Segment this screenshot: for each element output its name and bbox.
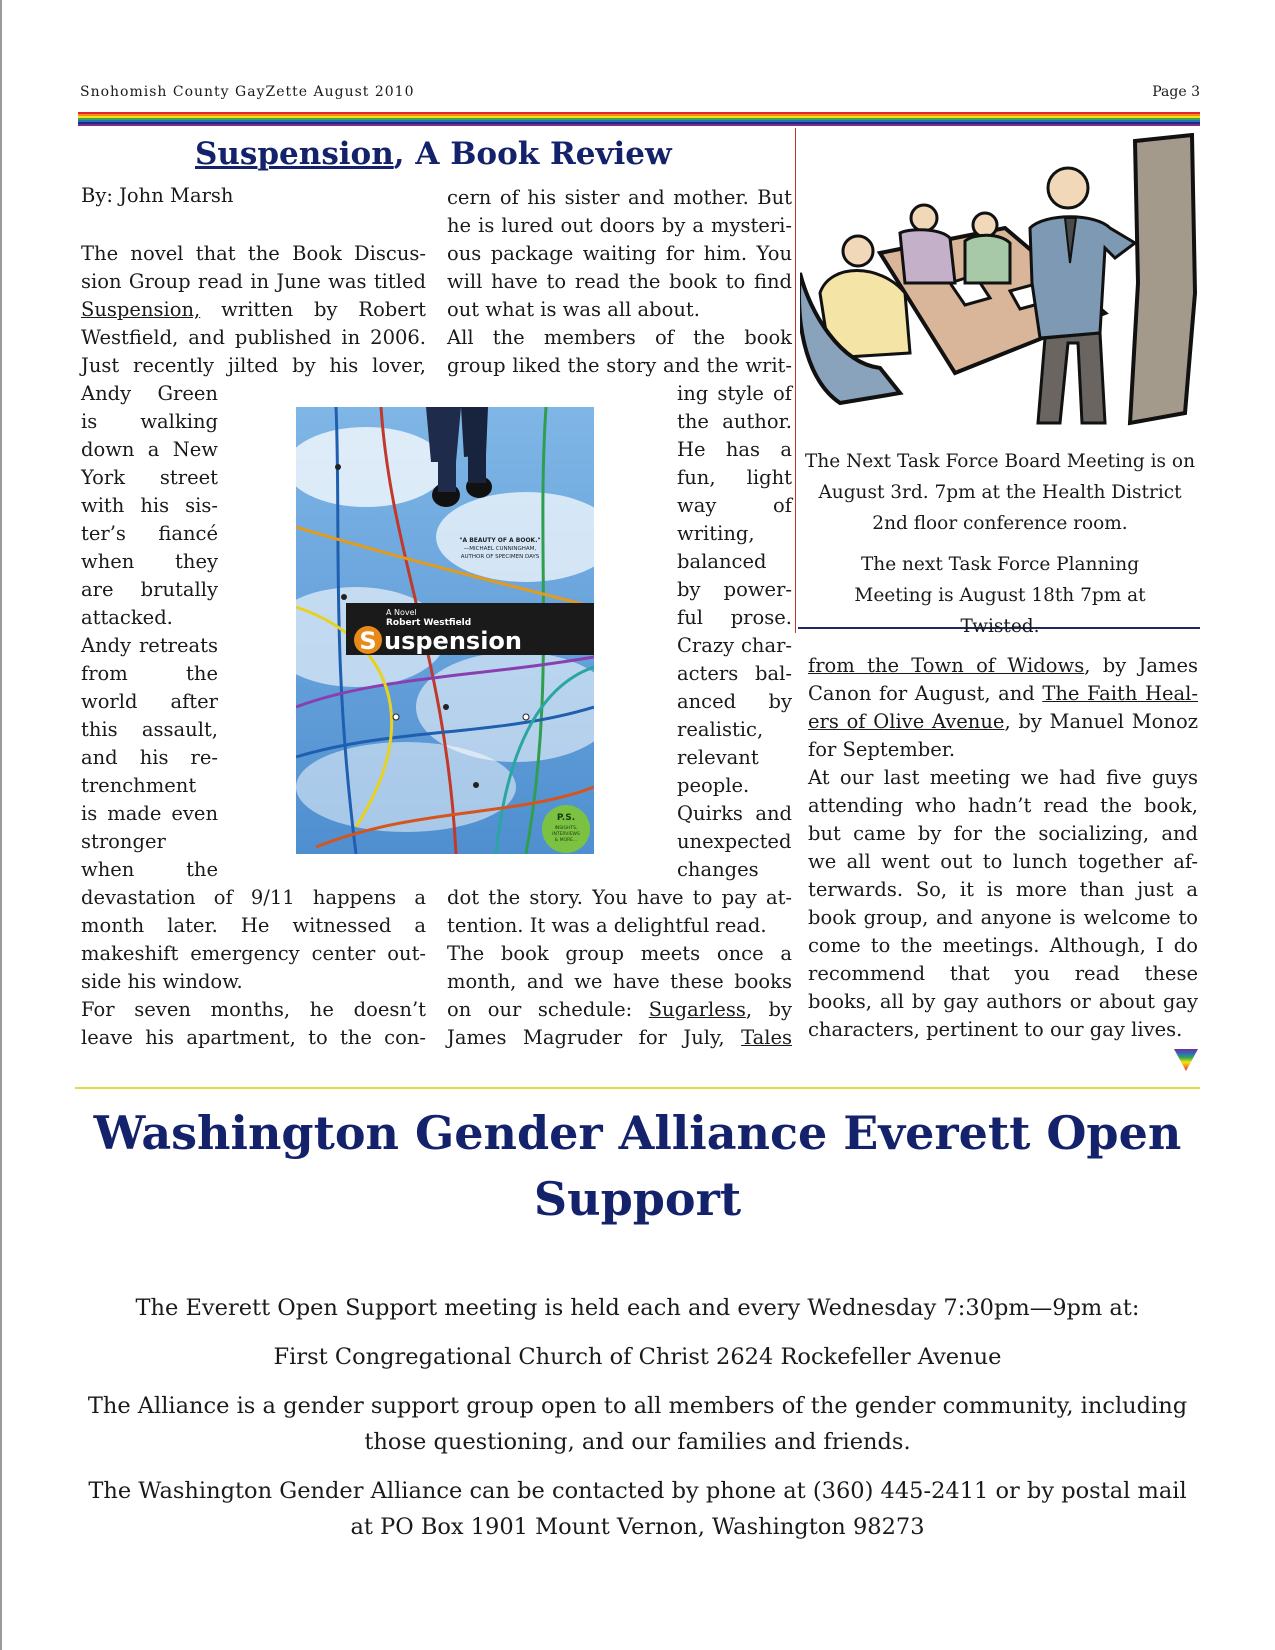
text-line: devastation of 9/11 happens a	[81, 886, 426, 909]
text-line: For seven months, he doesn’t	[81, 998, 426, 1021]
column-1-narrow	[81, 380, 218, 884]
cover-ps-line: & MORE...	[554, 838, 578, 843]
text-line: when the	[81, 858, 218, 881]
cover-blurb-author: —MICHAEL CUNNINGHAM,	[463, 546, 537, 552]
cover-author: Robert Westfield	[386, 618, 472, 628]
text-line: James Magruder for July, Tales	[447, 1026, 792, 1049]
text-line: book group, and anyone is welcome to	[808, 906, 1198, 929]
book-link-faith-healers: The Faith Heal-	[1042, 682, 1198, 705]
text-line: dot the story. You have to pay at-	[447, 886, 792, 909]
cover-ps-title: P.S.	[556, 813, 576, 823]
text-line: will have to read the book to find	[447, 270, 792, 293]
text-line: fun, light	[677, 466, 792, 489]
cover-title-initial: S	[359, 627, 377, 655]
text-line: Canon for August, and The Faith Heal-	[808, 682, 1198, 705]
article-title	[195, 136, 672, 172]
text-line: At our last meeting we had five guys	[808, 766, 1198, 789]
text-line: the author.	[677, 410, 792, 433]
text-line: this assault,	[81, 718, 218, 741]
text-line: we all went out to lunch together af-	[808, 850, 1198, 873]
text-line: are brutally	[81, 578, 218, 601]
text-line: He has a	[677, 438, 792, 461]
wga-title-line: Washington Gender Alliance Everett Open	[93, 1106, 1182, 1160]
cover-ps-line: INSIGHTS,	[554, 826, 578, 831]
column-2-top	[447, 184, 792, 380]
section-divider	[75, 1087, 1200, 1089]
title-rest: , A Book Review	[393, 136, 672, 172]
byline: By: John Marsh	[81, 184, 234, 207]
text-line: is made even	[81, 802, 218, 825]
wga-title	[0, 1100, 1275, 1232]
text-line: side his window.	[81, 970, 243, 993]
wga-location: First Congregational Church of Christ 2624 Rockefeller Avenue	[273, 1344, 1002, 1370]
text-line: ful prose.	[677, 606, 792, 629]
text-line: The book group meets once a	[447, 942, 792, 965]
planning-meeting-notice: The next Task Force Planning Meeting is August 18th 7pm at Twisted.	[854, 554, 1146, 637]
text-line: balanced	[677, 550, 767, 573]
text-line: come to the meetings. Although, I do	[808, 934, 1198, 957]
text-line: from the Town of Widows, by James	[808, 654, 1199, 677]
text-line: The novel that the Book Discus-	[81, 242, 426, 265]
text-line: relevant	[677, 746, 759, 769]
text-line: Andy retreats	[81, 634, 218, 657]
column-3	[808, 652, 1198, 1044]
text-line: world after	[81, 690, 218, 713]
book-link-town-of-widows: from the Town of Widows	[808, 654, 1085, 677]
text-line: changes	[677, 858, 759, 881]
text-line: sion Group read in June was titled	[81, 270, 426, 293]
board-meeting-notice: The Next Task Force Board Meeting is on August 3rd. 7pm at the Health District 2nd floor conference room.	[805, 451, 1195, 534]
cover-blurb-quote: "A BEAUTY OF A BOOK."	[459, 537, 541, 544]
column-2-bottom	[447, 884, 792, 1052]
column-1-top	[81, 240, 426, 380]
text-line: month later. He witnessed a	[81, 914, 426, 937]
text-line: out what is was all about.	[447, 298, 700, 321]
rainbow-triangle-icon	[1174, 1049, 1198, 1071]
text-line: York street	[81, 466, 218, 489]
cover-blurb-source: AUTHOR OF SPECIMEN DAYS	[460, 554, 540, 560]
meeting-clipart	[800, 133, 1200, 435]
text-line: unexpected	[677, 830, 792, 853]
text-line: when they	[81, 550, 218, 573]
text-line: acters bal-	[677, 662, 792, 685]
page-number: Page 3	[1152, 84, 1200, 100]
wga-contact: The Washington Gender Alliance can be contacted by phone at (360) 445-2411 or by postal mail at PO Box 1901 Mount Vernon, Washington 98273	[88, 1478, 1187, 1540]
text-line: realistic,	[677, 718, 764, 741]
wga-about: The Alliance is a gender support group open to all members of the gender community, including those questioning, and our families and friends.	[87, 1393, 1188, 1455]
cover-title: uspension	[384, 627, 522, 655]
text-line: recommend that you read these	[808, 962, 1198, 985]
text-line: trenchment	[81, 774, 197, 797]
text-line: ers of Olive Avenue, by Manuel Monoz	[808, 710, 1198, 733]
text-line: with his sis-	[81, 494, 218, 517]
wga-title-line: Support	[533, 1172, 742, 1226]
text-line: attending who hadn’t read the book,	[808, 794, 1198, 817]
text-line: Quirks and	[677, 802, 792, 825]
text-line: cern of his sister and mother. But	[447, 186, 792, 209]
text-line: terwards. So, it is more than just a	[808, 878, 1198, 901]
text-line: Suspension, written by Robert	[81, 298, 426, 321]
text-line: makeshift emergency center out-	[81, 942, 426, 965]
text-line: Crazy char-	[677, 634, 792, 657]
text-line: stronger	[81, 830, 166, 853]
text-line: group liked the story and the writ-	[447, 354, 792, 377]
text-line: ter’s fiancé	[81, 522, 218, 545]
text-line: but came by for the socializing, and	[808, 822, 1198, 845]
text-line: Andy Green	[81, 382, 218, 405]
wga-meeting-time: The Everett Open Support meeting is held each and every Wednesday 7:30pm—9pm at:	[135, 1295, 1140, 1321]
text-line: anced by	[677, 690, 792, 713]
column-divider	[795, 128, 796, 633]
text-line: people.	[677, 774, 750, 797]
text-line: and his re-	[81, 746, 218, 769]
text-line: by power-	[677, 578, 792, 601]
column-1-bottom	[81, 884, 426, 1052]
text-line: for September.	[808, 738, 956, 761]
text-line: Just recently jilted by his lover,	[81, 354, 426, 377]
text-line: ous package waiting for him. You	[447, 242, 792, 265]
text-line: down a New	[81, 438, 218, 461]
rainbow-rule	[78, 112, 1200, 126]
text-line: writing,	[677, 522, 755, 545]
book-link-faith-healers-cont: ers of Olive Avenue	[808, 710, 1005, 733]
cover-kicker: A Novel	[386, 608, 417, 617]
title-book-name: Suspension	[195, 136, 394, 172]
book-link-sugarless: Sugarless	[648, 998, 746, 1021]
text-line: he is lured out doors by a mysteri-	[447, 214, 792, 237]
text-line: from the	[81, 662, 218, 685]
book-link-suspension: Suspension,	[81, 298, 201, 321]
text-line: attacked.	[81, 606, 173, 629]
text-line: Westfield, and published in 2006.	[81, 326, 426, 349]
text-line: All the members of the book	[447, 326, 792, 349]
text-line: on our schedule: Sugarless, by	[447, 998, 792, 1021]
text-line: ing style of	[677, 382, 792, 405]
text-line: tention. It was a delightful read.	[447, 914, 767, 937]
text-line: way of	[677, 494, 792, 517]
column-2-narrow	[677, 380, 792, 884]
publication-header: Snohomish County GayZette August 2010	[80, 84, 415, 100]
text-line: books, all by gay authors or about gay	[808, 990, 1198, 1013]
text-line: leave his apartment, to the con-	[81, 1026, 426, 1049]
cover-ps-line: INTERVIEWS	[552, 832, 580, 837]
text-line: characters, pertinent to our gay lives.	[808, 1018, 1183, 1041]
text-line: month, and we have these books	[447, 970, 792, 993]
book-link-tales: Tales	[741, 1026, 792, 1049]
page-edge	[0, 0, 2, 1650]
text-line: is walking	[81, 410, 218, 433]
book-cover-image	[296, 407, 594, 854]
